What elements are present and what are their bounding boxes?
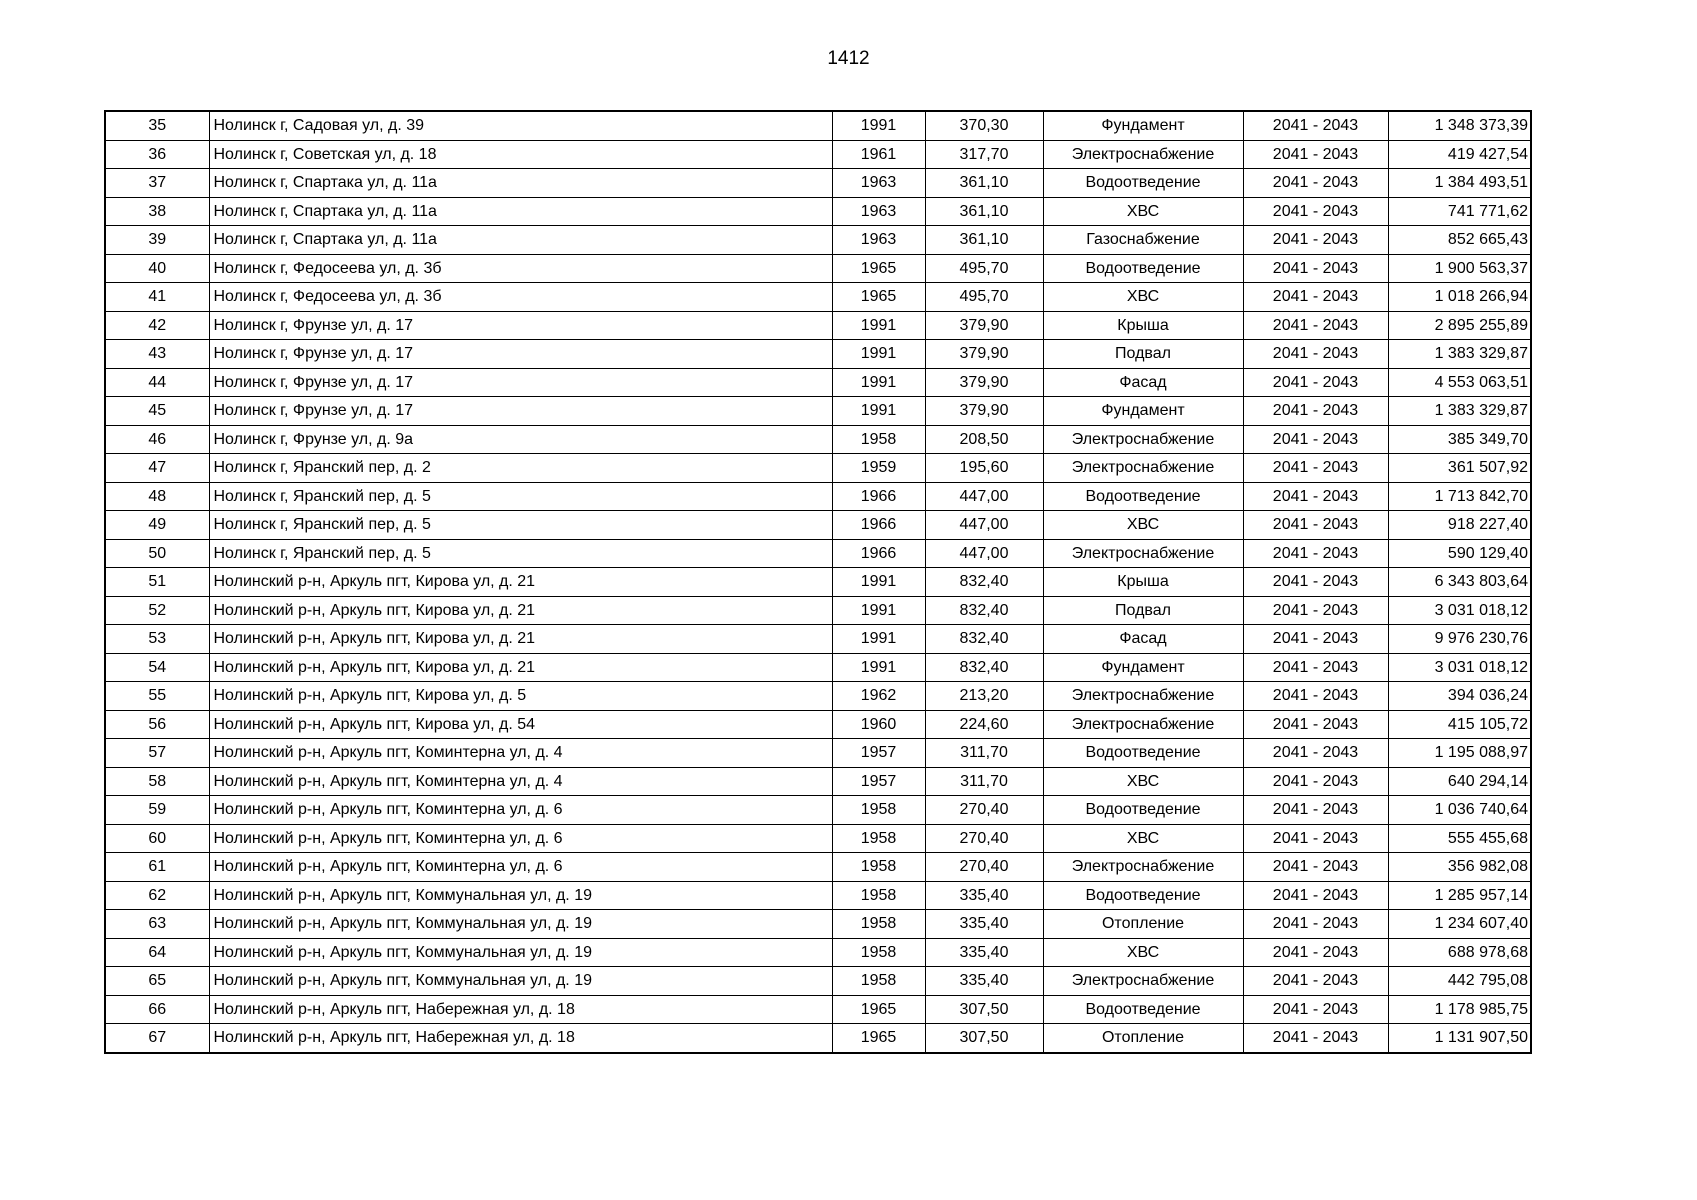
work-type-cell: ХВС <box>1043 283 1243 312</box>
year-cell: 1957 <box>832 767 925 796</box>
year-cell: 1991 <box>832 111 925 140</box>
table-row <box>105 853 1531 882</box>
cost-cell: 688 978,68 <box>1388 938 1531 967</box>
period-cell: 2041 - 2043 <box>1243 910 1388 939</box>
table-row <box>105 311 1531 340</box>
area-cell: 361,10 <box>925 226 1043 255</box>
period-cell: 2041 - 2043 <box>1243 111 1388 140</box>
period-cell: 2041 - 2043 <box>1243 454 1388 483</box>
work-type-cell: Водоотведение <box>1043 881 1243 910</box>
row-number-cell: 44 <box>105 368 209 397</box>
cost-cell: 356 982,08 <box>1388 853 1531 882</box>
address-cell: Нолинский р-н, Аркуль пгт, Коммунальная ул, д. 19 <box>209 938 832 967</box>
row-number-cell: 35 <box>105 111 209 140</box>
year-cell: 1991 <box>832 568 925 597</box>
cost-cell: 852 665,43 <box>1388 226 1531 255</box>
row-number-cell: 57 <box>105 739 209 768</box>
cost-cell: 1 384 493,51 <box>1388 169 1531 198</box>
period-cell: 2041 - 2043 <box>1243 796 1388 825</box>
area-cell: 370,30 <box>925 111 1043 140</box>
table-row <box>105 169 1531 198</box>
period-cell: 2041 - 2043 <box>1243 853 1388 882</box>
cost-cell: 9 976 230,76 <box>1388 625 1531 654</box>
work-type-cell: ХВС <box>1043 767 1243 796</box>
area-cell: 832,40 <box>925 596 1043 625</box>
period-cell: 2041 - 2043 <box>1243 511 1388 540</box>
period-cell: 2041 - 2043 <box>1243 739 1388 768</box>
year-cell: 1965 <box>832 283 925 312</box>
year-cell: 1963 <box>832 169 925 198</box>
cost-cell: 1 195 088,97 <box>1388 739 1531 768</box>
area-cell: 311,70 <box>925 767 1043 796</box>
period-cell: 2041 - 2043 <box>1243 311 1388 340</box>
year-cell: 1962 <box>832 682 925 711</box>
work-type-cell: Фасад <box>1043 625 1243 654</box>
period-cell: 2041 - 2043 <box>1243 1024 1388 1053</box>
address-cell: Нолинский р-н, Аркуль пгт, Кирова ул, д. 5 <box>209 682 832 711</box>
period-cell: 2041 - 2043 <box>1243 625 1388 654</box>
cost-cell: 3 031 018,12 <box>1388 653 1531 682</box>
cost-cell: 1 018 266,94 <box>1388 283 1531 312</box>
table-row <box>105 653 1531 682</box>
address-cell: Нолинск г, Яранский пер, д. 5 <box>209 511 832 540</box>
work-type-cell: Водоотведение <box>1043 482 1243 511</box>
row-number-cell: 49 <box>105 511 209 540</box>
cost-cell: 419 427,54 <box>1388 140 1531 169</box>
work-type-cell: Электроснабжение <box>1043 425 1243 454</box>
row-number-cell: 45 <box>105 397 209 426</box>
work-type-cell: Фундамент <box>1043 653 1243 682</box>
period-cell: 2041 - 2043 <box>1243 938 1388 967</box>
row-number-cell: 56 <box>105 710 209 739</box>
area-cell: 335,40 <box>925 967 1043 996</box>
row-number-cell: 66 <box>105 995 209 1024</box>
address-cell: Нолинский р-н, Аркуль пгт, Кирова ул, д. 21 <box>209 625 832 654</box>
table-row <box>105 340 1531 369</box>
year-cell: 1991 <box>832 340 925 369</box>
row-number-cell: 53 <box>105 625 209 654</box>
work-type-cell: Фасад <box>1043 368 1243 397</box>
area-cell: 379,90 <box>925 311 1043 340</box>
cost-cell: 918 227,40 <box>1388 511 1531 540</box>
year-cell: 1958 <box>832 824 925 853</box>
table-row <box>105 938 1531 967</box>
table-row <box>105 967 1531 996</box>
cost-cell: 555 455,68 <box>1388 824 1531 853</box>
address-cell: Нолинский р-н, Аркуль пгт, Коммунальная ул, д. 19 <box>209 910 832 939</box>
work-type-cell: Электроснабжение <box>1043 539 1243 568</box>
cost-cell: 1 285 957,14 <box>1388 881 1531 910</box>
area-cell: 495,70 <box>925 254 1043 283</box>
cost-cell: 741 771,62 <box>1388 197 1531 226</box>
area-cell: 495,70 <box>925 283 1043 312</box>
work-type-cell: Фундамент <box>1043 111 1243 140</box>
address-cell: Нолинск г, Фрунзе ул, д. 9а <box>209 425 832 454</box>
area-cell: 379,90 <box>925 368 1043 397</box>
address-cell: Нолинский р-н, Аркуль пгт, Коммунальная ул, д. 19 <box>209 967 832 996</box>
work-type-cell: Фундамент <box>1043 397 1243 426</box>
work-type-cell: Электроснабжение <box>1043 967 1243 996</box>
cost-cell: 1 713 842,70 <box>1388 482 1531 511</box>
area-cell: 317,70 <box>925 140 1043 169</box>
address-cell: Нолинский р-н, Аркуль пгт, Кирова ул, д. 21 <box>209 653 832 682</box>
year-cell: 1958 <box>832 853 925 882</box>
work-type-cell: Электроснабжение <box>1043 682 1243 711</box>
year-cell: 1958 <box>832 910 925 939</box>
cost-cell: 1 383 329,87 <box>1388 340 1531 369</box>
table-row <box>105 710 1531 739</box>
repair-schedule-table <box>104 110 1532 1054</box>
table-row <box>105 482 1531 511</box>
work-type-cell: Отопление <box>1043 910 1243 939</box>
table-row <box>105 140 1531 169</box>
period-cell: 2041 - 2043 <box>1243 596 1388 625</box>
work-type-cell: ХВС <box>1043 938 1243 967</box>
area-cell: 379,90 <box>925 340 1043 369</box>
row-number-cell: 55 <box>105 682 209 711</box>
page-number: 1412 <box>827 48 870 69</box>
area-cell: 307,50 <box>925 1024 1043 1053</box>
row-number-cell: 43 <box>105 340 209 369</box>
address-cell: Нолинск г, Фрунзе ул, д. 17 <box>209 368 832 397</box>
cost-cell: 1 036 740,64 <box>1388 796 1531 825</box>
period-cell: 2041 - 2043 <box>1243 881 1388 910</box>
row-number-cell: 37 <box>105 169 209 198</box>
area-cell: 213,20 <box>925 682 1043 711</box>
year-cell: 1966 <box>832 511 925 540</box>
period-cell: 2041 - 2043 <box>1243 568 1388 597</box>
work-type-cell: Электроснабжение <box>1043 710 1243 739</box>
table-row <box>105 397 1531 426</box>
table-row <box>105 739 1531 768</box>
area-cell: 832,40 <box>925 625 1043 654</box>
year-cell: 1958 <box>832 425 925 454</box>
cost-cell: 6 343 803,64 <box>1388 568 1531 597</box>
work-type-cell: ХВС <box>1043 824 1243 853</box>
year-cell: 1966 <box>832 539 925 568</box>
row-number-cell: 51 <box>105 568 209 597</box>
row-number-cell: 61 <box>105 853 209 882</box>
period-cell: 2041 - 2043 <box>1243 482 1388 511</box>
area-cell: 832,40 <box>925 653 1043 682</box>
area-cell: 335,40 <box>925 938 1043 967</box>
row-number-cell: 40 <box>105 254 209 283</box>
area-cell: 447,00 <box>925 482 1043 511</box>
table-row <box>105 197 1531 226</box>
work-type-cell: Водоотведение <box>1043 169 1243 198</box>
address-cell: Нолинский р-н, Аркуль пгт, Коминтерна ул, д. 6 <box>209 853 832 882</box>
area-cell: 361,10 <box>925 169 1043 198</box>
row-number-cell: 38 <box>105 197 209 226</box>
cost-cell: 1 131 907,50 <box>1388 1024 1531 1053</box>
address-cell: Нолинский р-н, Аркуль пгт, Набережная ул, д. 18 <box>209 1024 832 1053</box>
address-cell: Нолинск г, Спартака ул, д. 11а <box>209 169 832 198</box>
cost-cell: 1 383 329,87 <box>1388 397 1531 426</box>
work-type-cell: Крыша <box>1043 568 1243 597</box>
address-cell: Нолинск г, Фрунзе ул, д. 17 <box>209 311 832 340</box>
address-cell: Нолинск г, Советская ул, д. 18 <box>209 140 832 169</box>
cost-cell: 4 553 063,51 <box>1388 368 1531 397</box>
year-cell: 1991 <box>832 653 925 682</box>
table-row <box>105 368 1531 397</box>
cost-cell: 1 234 607,40 <box>1388 910 1531 939</box>
work-type-cell: ХВС <box>1043 511 1243 540</box>
cost-cell: 1 348 373,39 <box>1388 111 1531 140</box>
table-body <box>105 111 1531 1053</box>
row-number-cell: 39 <box>105 226 209 255</box>
area-cell: 335,40 <box>925 881 1043 910</box>
row-number-cell: 63 <box>105 910 209 939</box>
row-number-cell: 52 <box>105 596 209 625</box>
work-type-cell: Электроснабжение <box>1043 853 1243 882</box>
table-row <box>105 254 1531 283</box>
area-cell: 270,40 <box>925 796 1043 825</box>
address-cell: Нолинский р-н, Аркуль пгт, Набережная ул, д. 18 <box>209 995 832 1024</box>
year-cell: 1957 <box>832 739 925 768</box>
table-row <box>105 111 1531 140</box>
row-number-cell: 50 <box>105 539 209 568</box>
period-cell: 2041 - 2043 <box>1243 368 1388 397</box>
period-cell: 2041 - 2043 <box>1243 425 1388 454</box>
row-number-cell: 48 <box>105 482 209 511</box>
address-cell: Нолинск г, Яранский пер, д. 5 <box>209 482 832 511</box>
address-cell: Нолинск г, Спартака ул, д. 11а <box>209 197 832 226</box>
year-cell: 1966 <box>832 482 925 511</box>
table-row <box>105 824 1531 853</box>
table-row <box>105 596 1531 625</box>
row-number-cell: 47 <box>105 454 209 483</box>
table-row <box>105 511 1531 540</box>
work-type-cell: ХВС <box>1043 197 1243 226</box>
work-type-cell: Подвал <box>1043 340 1243 369</box>
period-cell: 2041 - 2043 <box>1243 767 1388 796</box>
year-cell: 1958 <box>832 796 925 825</box>
address-cell: Нолинский р-н, Аркуль пгт, Кирова ул, д. 21 <box>209 568 832 597</box>
work-type-cell: Водоотведение <box>1043 739 1243 768</box>
address-cell: Нолинский р-н, Аркуль пгт, Коминтерна ул, д. 6 <box>209 796 832 825</box>
work-type-cell: Отопление <box>1043 1024 1243 1053</box>
table-row <box>105 539 1531 568</box>
area-cell: 270,40 <box>925 853 1043 882</box>
area-cell: 307,50 <box>925 995 1043 1024</box>
period-cell: 2041 - 2043 <box>1243 140 1388 169</box>
period-cell: 2041 - 2043 <box>1243 283 1388 312</box>
row-number-cell: 60 <box>105 824 209 853</box>
row-number-cell: 54 <box>105 653 209 682</box>
row-number-cell: 46 <box>105 425 209 454</box>
row-number-cell: 62 <box>105 881 209 910</box>
work-type-cell: Водоотведение <box>1043 995 1243 1024</box>
address-cell: Нолинский р-н, Аркуль пгт, Кирова ул, д. 54 <box>209 710 832 739</box>
table-row <box>105 625 1531 654</box>
year-cell: 1961 <box>832 140 925 169</box>
year-cell: 1991 <box>832 596 925 625</box>
table-row <box>105 881 1531 910</box>
table-row <box>105 568 1531 597</box>
work-type-cell: Подвал <box>1043 596 1243 625</box>
year-cell: 1960 <box>832 710 925 739</box>
cost-cell: 442 795,08 <box>1388 967 1531 996</box>
period-cell: 2041 - 2043 <box>1243 967 1388 996</box>
year-cell: 1965 <box>832 1024 925 1053</box>
row-number-cell: 42 <box>105 311 209 340</box>
period-cell: 2041 - 2043 <box>1243 682 1388 711</box>
period-cell: 2041 - 2043 <box>1243 995 1388 1024</box>
period-cell: 2041 - 2043 <box>1243 226 1388 255</box>
year-cell: 1958 <box>832 881 925 910</box>
area-cell: 832,40 <box>925 568 1043 597</box>
period-cell: 2041 - 2043 <box>1243 539 1388 568</box>
address-cell: Нолинский р-н, Аркуль пгт, Коммунальная ул, д. 19 <box>209 881 832 910</box>
table-row <box>105 767 1531 796</box>
row-number-cell: 58 <box>105 767 209 796</box>
year-cell: 1963 <box>832 197 925 226</box>
cost-cell: 1 900 563,37 <box>1388 254 1531 283</box>
cost-cell: 2 895 255,89 <box>1388 311 1531 340</box>
work-type-cell: Электроснабжение <box>1043 140 1243 169</box>
year-cell: 1958 <box>832 967 925 996</box>
year-cell: 1991 <box>832 625 925 654</box>
table-row <box>105 226 1531 255</box>
work-type-cell: Электроснабжение <box>1043 454 1243 483</box>
period-cell: 2041 - 2043 <box>1243 197 1388 226</box>
table-row <box>105 1024 1531 1053</box>
table-row <box>105 995 1531 1024</box>
address-cell: Нолинск г, Яранский пер, д. 2 <box>209 454 832 483</box>
cost-cell: 1 178 985,75 <box>1388 995 1531 1024</box>
cost-cell: 385 349,70 <box>1388 425 1531 454</box>
area-cell: 270,40 <box>925 824 1043 853</box>
row-number-cell: 67 <box>105 1024 209 1053</box>
year-cell: 1991 <box>832 397 925 426</box>
cost-cell: 640 294,14 <box>1388 767 1531 796</box>
work-type-cell: Водоотведение <box>1043 254 1243 283</box>
row-number-cell: 41 <box>105 283 209 312</box>
year-cell: 1959 <box>832 454 925 483</box>
address-cell: Нолинск г, Федосеева ул, д. 3б <box>209 283 832 312</box>
work-type-cell: Крыша <box>1043 311 1243 340</box>
area-cell: 311,70 <box>925 739 1043 768</box>
area-cell: 447,00 <box>925 511 1043 540</box>
work-type-cell: Газоснабжение <box>1043 226 1243 255</box>
area-cell: 379,90 <box>925 397 1043 426</box>
address-cell: Нолинский р-н, Аркуль пгт, Кирова ул, д. 21 <box>209 596 832 625</box>
table-row <box>105 910 1531 939</box>
period-cell: 2041 - 2043 <box>1243 824 1388 853</box>
table-row <box>105 682 1531 711</box>
address-cell: Нолинский р-н, Аркуль пгт, Коминтерна ул, д. 6 <box>209 824 832 853</box>
period-cell: 2041 - 2043 <box>1243 710 1388 739</box>
area-cell: 195,60 <box>925 454 1043 483</box>
area-cell: 335,40 <box>925 910 1043 939</box>
period-cell: 2041 - 2043 <box>1243 653 1388 682</box>
address-cell: Нолинский р-н, Аркуль пгт, Коминтерна ул, д. 4 <box>209 739 832 768</box>
cost-cell: 415 105,72 <box>1388 710 1531 739</box>
address-cell: Нолинск г, Спартака ул, д. 11а <box>209 226 832 255</box>
cost-cell: 394 036,24 <box>1388 682 1531 711</box>
year-cell: 1965 <box>832 995 925 1024</box>
year-cell: 1965 <box>832 254 925 283</box>
cost-cell: 361 507,92 <box>1388 454 1531 483</box>
address-cell: Нолинск г, Федосеева ул, д. 3б <box>209 254 832 283</box>
work-type-cell: Водоотведение <box>1043 796 1243 825</box>
area-cell: 361,10 <box>925 197 1043 226</box>
table-row <box>105 796 1531 825</box>
period-cell: 2041 - 2043 <box>1243 340 1388 369</box>
row-number-cell: 64 <box>105 938 209 967</box>
table-row <box>105 454 1531 483</box>
address-cell: Нолинск г, Садовая ул, д. 39 <box>209 111 832 140</box>
row-number-cell: 36 <box>105 140 209 169</box>
cost-cell: 3 031 018,12 <box>1388 596 1531 625</box>
address-cell: Нолинск г, Фрунзе ул, д. 17 <box>209 340 832 369</box>
area-cell: 224,60 <box>925 710 1043 739</box>
address-cell: Нолинский р-н, Аркуль пгт, Коминтерна ул, д. 4 <box>209 767 832 796</box>
period-cell: 2041 - 2043 <box>1243 397 1388 426</box>
year-cell: 1991 <box>832 311 925 340</box>
cost-cell: 590 129,40 <box>1388 539 1531 568</box>
period-cell: 2041 - 2043 <box>1243 254 1388 283</box>
year-cell: 1991 <box>832 368 925 397</box>
table-row <box>105 283 1531 312</box>
address-cell: Нолинск г, Яранский пер, д. 5 <box>209 539 832 568</box>
year-cell: 1958 <box>832 938 925 967</box>
area-cell: 447,00 <box>925 539 1043 568</box>
address-cell: Нолинск г, Фрунзе ул, д. 17 <box>209 397 832 426</box>
row-number-cell: 59 <box>105 796 209 825</box>
year-cell: 1963 <box>832 226 925 255</box>
table-row <box>105 425 1531 454</box>
row-number-cell: 65 <box>105 967 209 996</box>
period-cell: 2041 - 2043 <box>1243 169 1388 198</box>
area-cell: 208,50 <box>925 425 1043 454</box>
